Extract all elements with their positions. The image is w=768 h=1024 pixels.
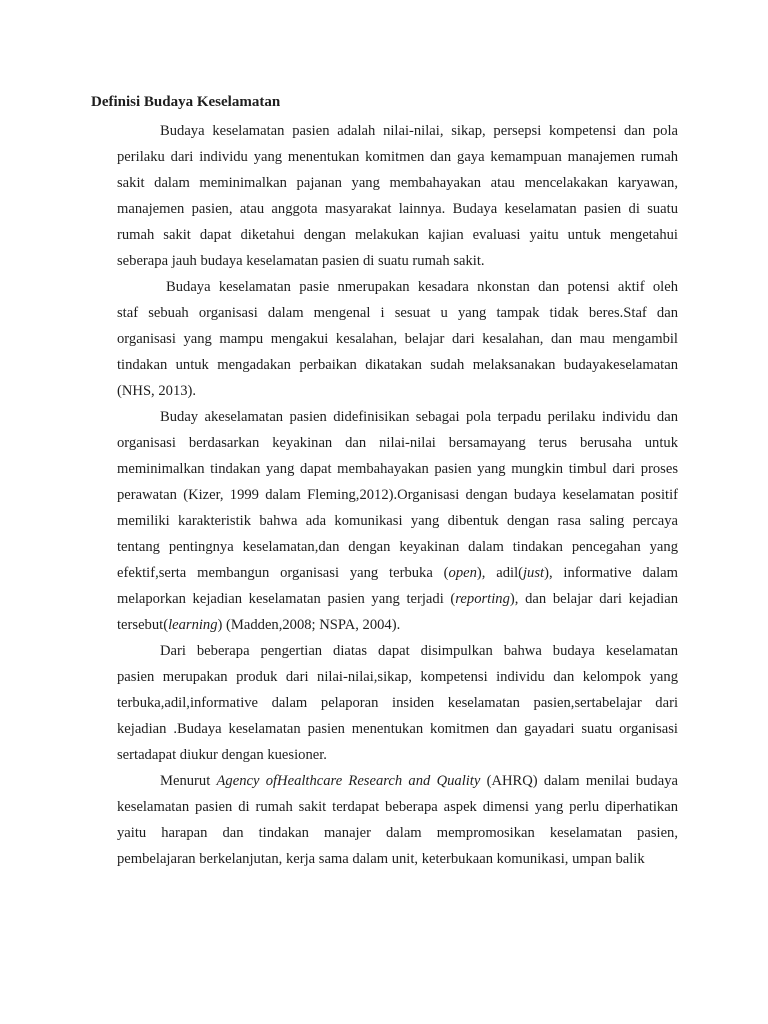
text-segment: pembelajaran berkelanjutan, kerja sama dalam unit, keterbukaan komunikasi, umpan balik [117,851,645,867]
text-segment: staf sebuah organisasi dalam mengenal i sesuat u yang tampak tidak beres.Staf dan [117,305,678,321]
text-segment: Buday akeselamatan pasien didefinisikan sebagai pola terpadu perilaku individu dan [160,409,678,425]
text-segment: (AHRQ) dalam menilai budaya [480,773,678,789]
text-line [117,147,678,167]
text-line [160,407,678,427]
text-segment: melaporkan kejadian keselamatan pasien yang terjadi ( [117,591,456,607]
text-segment: manajemen pasien, atau anggota masyarakat lainnya. Budaya keselamatan pasien di suatu [117,201,678,217]
text-segment: Budaya keselamatan pasie nmerupakan kesadara nkonstan dan potensi aktif oleh [166,279,678,295]
text-line [117,433,678,453]
text-line [117,199,678,219]
text-segment: ), dan belajar dari kejadian [509,591,678,607]
section-heading: Definisi Budaya Keselamatan [91,94,281,110]
text-segment: perawatan (Kizer, 1999 dalam Fleming,2012).Organisasi dengan budaya keselamatan positif [117,487,678,503]
text-segment: pasien merupakan produk dari nilai-nilai,sikap, kompetensi individu dan kelompok yang [117,669,678,685]
italic-term: Agency ofHealthcare Research and Quality [216,773,481,789]
text-segment: ), adil( [476,565,523,581]
text-segment: ) (Madden,2008; NSPA, 2004). [217,617,401,633]
italic-term: open [448,565,477,581]
text-segment: (NHS, 2013). [117,383,197,399]
text-line [117,381,678,401]
text-segment: Menurut [160,773,217,789]
text-segment: efektif,serta membangun organisasi yang terbuka ( [117,565,449,581]
text-line [117,823,678,843]
text-line [117,459,678,479]
text-segment: tindakan untuk mengadakan perbaikan dikatakan sudah melaksanakan budayakeselamatan [117,357,678,373]
text-line [117,693,678,713]
text-line [117,173,678,193]
text-segment: organisasi yang mampu mengakui kesalahan, belajar dari kesalahan, dan mau mengambil [117,331,678,347]
text-line [117,797,678,817]
text-line [117,303,678,323]
text-line [117,589,678,609]
text-line [117,485,678,505]
text-line [160,771,678,791]
text-line [117,615,678,635]
text-segment: perilaku dari individu yang menentukan komitmen dan gaya kemampuan manajemen rumah [117,149,678,165]
text-line [117,329,678,349]
text-line [117,745,678,765]
text-line [117,355,678,375]
text-segment: tersebut( [117,617,169,633]
text-segment: rumah sakit dapat diketahui dengan melakukan kajian evaluasi yaitu untuk mengetahui [117,227,678,243]
text-segment: meminimalkan tindakan yang dapat membahayakan pasien yang mungkin timbul dari proses [117,461,678,477]
text-segment: Dari beberapa pengertian diatas dapat disimpulkan bahwa budaya keselamatan [160,643,678,659]
text-segment: keselamatan pasien di rumah sakit terdapat beberapa aspek dimensi yang perlu diperhatikan [117,799,678,815]
text-segment: sakit dalam meminimalkan pajanan yang membahayakan atau mencelakakan karyawan, [117,175,678,191]
text-line [117,719,678,739]
text-line [117,251,678,271]
text-segment: terbuka,adil,informative dalam pelaporan insiden keselamatan pasien,sertabelajar dari [117,695,678,711]
text-line [166,277,678,297]
text-segment: tentang pentingnya keselamatan,dan dengan keyakinan dalam tindakan pencegahan yang [117,539,678,555]
text-line [117,563,678,583]
text-line [117,225,678,245]
text-segment: Budaya keselamatan pasien adalah nilai-nilai, sikap, persepsi kompetensi dan pola [160,123,678,139]
text-line [160,641,678,661]
text-segment: organisasi berdasarkan keyakinan dan nilai-nilai bersamayang terus berusaha untuk [117,435,678,451]
text-line [117,849,678,869]
text-line [117,537,678,557]
text-segment: yaitu harapan dan tindakan manajer dalam mempromosikan keselamatan pasien, [117,825,678,841]
italic-term: just [522,565,545,581]
text-segment: kejadian .Budaya keselamatan pasien menentukan komitmen dan gayadari suatu organisasi [117,721,678,737]
text-segment: sertadapat diukur dengan kuesioner. [117,747,327,763]
text-segment: ), informative dalam [544,565,678,581]
italic-term: reporting [455,591,510,607]
text-segment: seberapa jauh budaya keselamatan pasien di suatu rumah sakit. [117,253,485,269]
text-segment: memiliki karakteristik bahwa ada komunikasi yang dibentuk dengan rasa saling percaya [117,513,678,529]
italic-term: learning [168,617,218,633]
text-line [160,121,678,141]
text-line [117,511,678,531]
text-line [117,667,678,687]
